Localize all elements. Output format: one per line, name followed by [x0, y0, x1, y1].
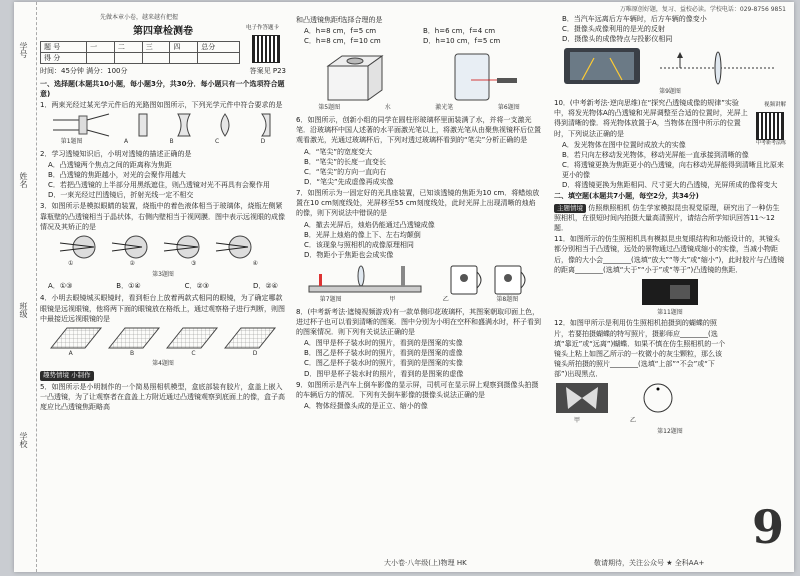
score-cell[interactable] [87, 53, 115, 64]
question-5-tail: 和凸透镜焦距f选择合理的是 [296, 16, 383, 24]
score-col: 总分 [198, 42, 240, 53]
question-6: 6．如图所示，创新小组的同学在圆柱形玻璃杯里面装满了水，并将一支激光笔．沿玻璃杯中国人述著的水平面激光笔以上，将激光笔从由聚焦视镜杯后位置观看激光，光通过玻璃杯后，下列对透过玻璃杯看到的“笔尖”分析正确的是 [296, 116, 541, 145]
option: B．凸透镜的焦距越小，对光的会聚作用越大 [48, 171, 186, 179]
exam-page [14, 2, 794, 572]
figure-caption: 第8题图 [496, 296, 519, 304]
figure-label: ① [68, 259, 74, 267]
option: B．①④ [116, 282, 141, 291]
qr-code-icon [252, 35, 280, 63]
option-label: C [215, 138, 220, 146]
option-label: A [68, 349, 73, 357]
option-label: B [129, 349, 135, 357]
score-cell[interactable] [198, 53, 240, 64]
answer-reference: 答案见 P23 [249, 67, 286, 76]
theme-text: 仿照鼎照相机 仿生学家模拟昆虫视觉原理，研究出了一种仿生照相机，在很短时间内拍摄大量高清照片，请结合所学知识回答11～12题． [554, 203, 780, 233]
figure-caption: 第4题图 [152, 360, 174, 368]
option-label: D [252, 349, 258, 357]
score-cell[interactable] [170, 53, 198, 64]
option: C．②③ [184, 282, 210, 291]
option: A．h=8 cm，f=5 cm [304, 27, 377, 36]
figure-caption: 第5题图 [318, 104, 341, 112]
header-hint: 先做本章小卷，越来越有把握 [100, 14, 179, 21]
figure-caption: 第7题图 [319, 296, 342, 304]
reversing-camera-screen [562, 46, 642, 86]
light-rays-diagram [51, 112, 111, 138]
option: D．将透镜更换为焦距相同、尺寸更大的凸透镜，光屏所成的像将变大 [562, 181, 778, 190]
option-label: D [260, 138, 266, 146]
score-col: 二 [114, 42, 142, 53]
option: D．h=10 cm，f=5 cm [423, 37, 501, 46]
figure-label: 乙 [630, 417, 637, 425]
qr-code-icon [756, 112, 784, 140]
lens-option-d [257, 112, 275, 138]
page-title: 第四章检测卷 [133, 25, 193, 37]
lens-dust-diagram [640, 381, 676, 415]
qr-video-label: 视频讲解 [763, 102, 786, 109]
option: B．若只向左移动发光物体，移动光屏能一直承接到清晰的像 [562, 150, 749, 159]
eye-model-diagrams [58, 234, 268, 260]
option: C．图乙是杯子装水时的照片，看到的是图案的实像 [304, 359, 463, 368]
question-8: 8．(中考新考法·遮镜视频游戏)有一款单侧印花玻璃杯，其图案朝取印面上色，进过杯子也可以看到清晰的图案．图中分别为小明在空杯和盛满水时，杯子看到的图案情况．则下列有关说法正确的是 [296, 307, 541, 337]
spine-school: 学校 [19, 432, 28, 448]
question-2: 2．学习透镜知识后，小明对透镜的描述正确的是 [40, 149, 192, 158]
question-3: 3．如图所示是模拟眼睛的装置，烧瓶中的着色液体相当于玻璃体，烧瓶左侧紧靠瓶壁的凸透镜相当于晶状体，右侧内壁相当于视网膜．图中表示远视眼的成像情况及其矫正的是 [40, 202, 285, 231]
bionic-camera-photo [640, 277, 700, 307]
question-4: 4．小明去眼镜城买眼镜时，看到柜台上放着两款式相同的眼镜，为了确定哪款眼镜是远视眼镜，他将两下面的眼镜放在格纸上，通过观察格子进行判断，则图中最接近远视眼镜的是 [40, 294, 285, 323]
score-cell[interactable] [114, 53, 142, 64]
figure-caption: 第11题图 [657, 308, 683, 316]
publisher-line: 万唯原创好题，复习、益校必读。学校电话：029-8756 9851 [619, 6, 786, 13]
option: C．h=8 cm，f=10 cm [304, 37, 381, 46]
figure-label: ③ [191, 259, 197, 267]
question-11: 11．如图所示的仿生照相机具有模拟昆虫复眼结构和功能设计的，其镜头都分别相当于凸透镜，远处的景物通过凸透镜成缩小的实像，当减小物距后，像的大小会________(选填“放大”“等大”或“缩小”)，此时胶片与凸透镜的距离________(选填“大于”“小于”或“等于”)凸透镜的焦距． [554, 235, 785, 274]
figure-label: 甲 [389, 296, 396, 304]
spine-name: 姓名 [19, 172, 28, 188]
optical-bench [305, 262, 425, 296]
question-10: 10．(中考新考法·逆向思维)在“探究凸透镜成像的规律”实验中，将发光物体A的凸透镜和光屏调整至合适的位置时，光屏上得到清晰的像．将光物体放置于A，当物体在图中所示的位置时，下列说法正确的是 [554, 99, 748, 138]
grid-paper-glasses [45, 326, 281, 350]
score-col: 四 [170, 42, 198, 53]
option: B．光屏上烛焰的像上下、左右均颠倒 [304, 230, 421, 239]
option: A．“笔尖”的宽度变大 [304, 147, 373, 156]
lens-option-c [216, 112, 234, 138]
butterfly-photo [554, 381, 610, 415]
figure-label: ④ [252, 259, 258, 267]
option: C．该现象与照相机的成像原理相同 [304, 240, 414, 249]
question-1: 1．两束光经过某光学元件后的光路图如图所示，下列光学元件中符合要求的是 [40, 100, 283, 109]
option: C．摄像头成像利用的是光的反射 [562, 25, 665, 34]
figure-label: 激光笔 [435, 104, 454, 112]
option: D．一束光经过凹透镜后，折射光线一定不相交 [48, 191, 194, 200]
score-row-label: 题 号 [41, 42, 87, 53]
footer-book: 大小卷·八年级(上)物理 HK [384, 559, 467, 567]
binding-margin [14, 2, 37, 572]
question-9: 9．如图所示是汽车上倒车影像的显示屏，司机可在显示屏上观察到摄像头拍摄的车辆后方的情况．下列有关倒车影像的摄像头说法正确的是 [296, 380, 539, 399]
option: C．将透镜更换为焦距更小的凸透镜，向右移动光屏能得到清晰且比原来更小的像 [562, 160, 784, 180]
question-12: 12．如图甲所示是利用仿生照相机拍摄到的蝴蝶的照片，若要拍摄蝴蝶的特写照片，摄影师应________(选填“靠近”或“远离”)蝴蝶．如果不慎在仿生照相机的一个镜头上粘上如图乙所示的一枚微小的灰尘颗粒，那么该镜头所拍摄的照片________(选填“上部”“不会”或“下部”)出现黑点． [554, 319, 726, 379]
figure-caption: 第3题图 [152, 270, 174, 278]
lens-option-a [134, 112, 152, 138]
q1-figure [40, 112, 286, 138]
option: A．①③ [48, 282, 73, 291]
figure-caption: 第1题图 [60, 138, 83, 146]
q5-q6-figures [296, 48, 542, 104]
option-label: C [191, 349, 196, 357]
option: D．②④ [253, 282, 278, 291]
printed-cups [443, 262, 533, 296]
option: C．“笔尖”的方向一直向右 [304, 167, 387, 176]
qr-practice-label: 中考新考法练 [755, 140, 786, 147]
option: D．“笔尖”先成虚像再成实像 [304, 177, 394, 186]
lens-option-b [175, 112, 193, 138]
option: A．物体经摄像头成的是正立、缩小的像 [304, 402, 428, 411]
figure-caption: 第9题图 [659, 88, 681, 96]
option-label: B [169, 138, 174, 146]
theme-tag: 主题情境 [554, 204, 586, 213]
column-1 [40, 14, 286, 413]
water-glass-laser [431, 48, 521, 104]
question-7: 7．如图所示为一固定好的光具座装置，已知该透镜的焦距为10 cm．将蜡烛放置在10 cm刻度线处，光屏移至55 cm刻度线处，此时光屏上出现清晰的烛焰的像，则下列说法中错误的是 [296, 189, 540, 218]
section-1-heading: 一、选择题(本题共10小题，每小题3分，共30分．每小题只有一个选项符合题意) [40, 79, 285, 98]
option: D．摄像头的成像特点与投影仪相同 [562, 35, 673, 44]
score-table [40, 41, 240, 64]
page-number: 9 [751, 500, 784, 554]
camera-box-model [318, 48, 388, 104]
trend-tag: 趣势情境 小制作 [40, 371, 94, 380]
figure-caption: 第12题图 [657, 428, 683, 435]
option: A．撤去光屏后，烛焰仍能通过凸透镜成像 [304, 220, 435, 229]
q12-figures [554, 381, 786, 415]
option: B．h=6 cm，f=4 cm [423, 27, 496, 36]
option: D．图甲是杯子装水时的照片，看到的是图案的虚像 [304, 369, 464, 378]
section-2-heading: 二、填空题(本题共7小题，每空2分，共34分) [554, 192, 699, 201]
q9-figure [554, 46, 786, 86]
figure-label: 乙 [442, 296, 449, 304]
figure-label: ② [129, 259, 135, 267]
q3-figure [40, 234, 286, 260]
option: B．图乙是杯子装水时的照片，看到的是图案的虚像 [304, 349, 463, 358]
q7-q8-figures [296, 262, 542, 296]
spine-class: 班级 [19, 302, 28, 318]
score-col: 三 [142, 42, 170, 53]
spine-number: 学号 [19, 42, 28, 58]
figure-label: 水 [384, 104, 391, 112]
q4-figure [40, 326, 286, 350]
figure-caption: 第6题图 [497, 104, 520, 112]
option: B．“笔尖”的长度一直变长 [304, 157, 387, 166]
option: A．发光物体在图中位置时成放大的实像 [562, 140, 686, 149]
score-col: 一 [87, 42, 115, 53]
qr-label: 电子作答题卡 [246, 25, 280, 32]
option: C．若把凸透镜的上半部分用黑纸遮住，则凸透镜对光不再具有会聚作用 [48, 181, 270, 190]
option: A．凸透镜两个焦点之间的距离称为焦距 [48, 160, 172, 169]
lens-diagram-q10 [658, 46, 778, 86]
q11-figure [554, 277, 786, 307]
option: B．当汽车远离后方车辆时，后方车辆的像变小 [562, 15, 707, 23]
option: A．图甲是杯子装水时的照片，看到的是图案的实像 [304, 339, 463, 348]
column-2 [296, 14, 542, 411]
score-row-label: 得 分 [41, 53, 87, 64]
time-limit: 时间：45分钟 满分：100分 [40, 67, 128, 76]
score-cell[interactable] [142, 53, 170, 64]
option: D．物距小于焦距也会成实像 [304, 250, 394, 259]
figure-label: 甲 [574, 417, 581, 425]
option-label: A [123, 138, 129, 146]
column-3 [554, 14, 786, 437]
footer-promo: 敬请期待，关注公众号 ★ 全科AA+ [594, 559, 705, 567]
question-5: 5．如图所示是小明制作的一个简易照相机模型，盒底部装有胶片，盒盖上嵌入一凸透镜，为了让观察者在盒盖上方附近通过凸透镜观察到底面上的像，盒子高度应比凸透镜焦距略高 [40, 382, 285, 411]
